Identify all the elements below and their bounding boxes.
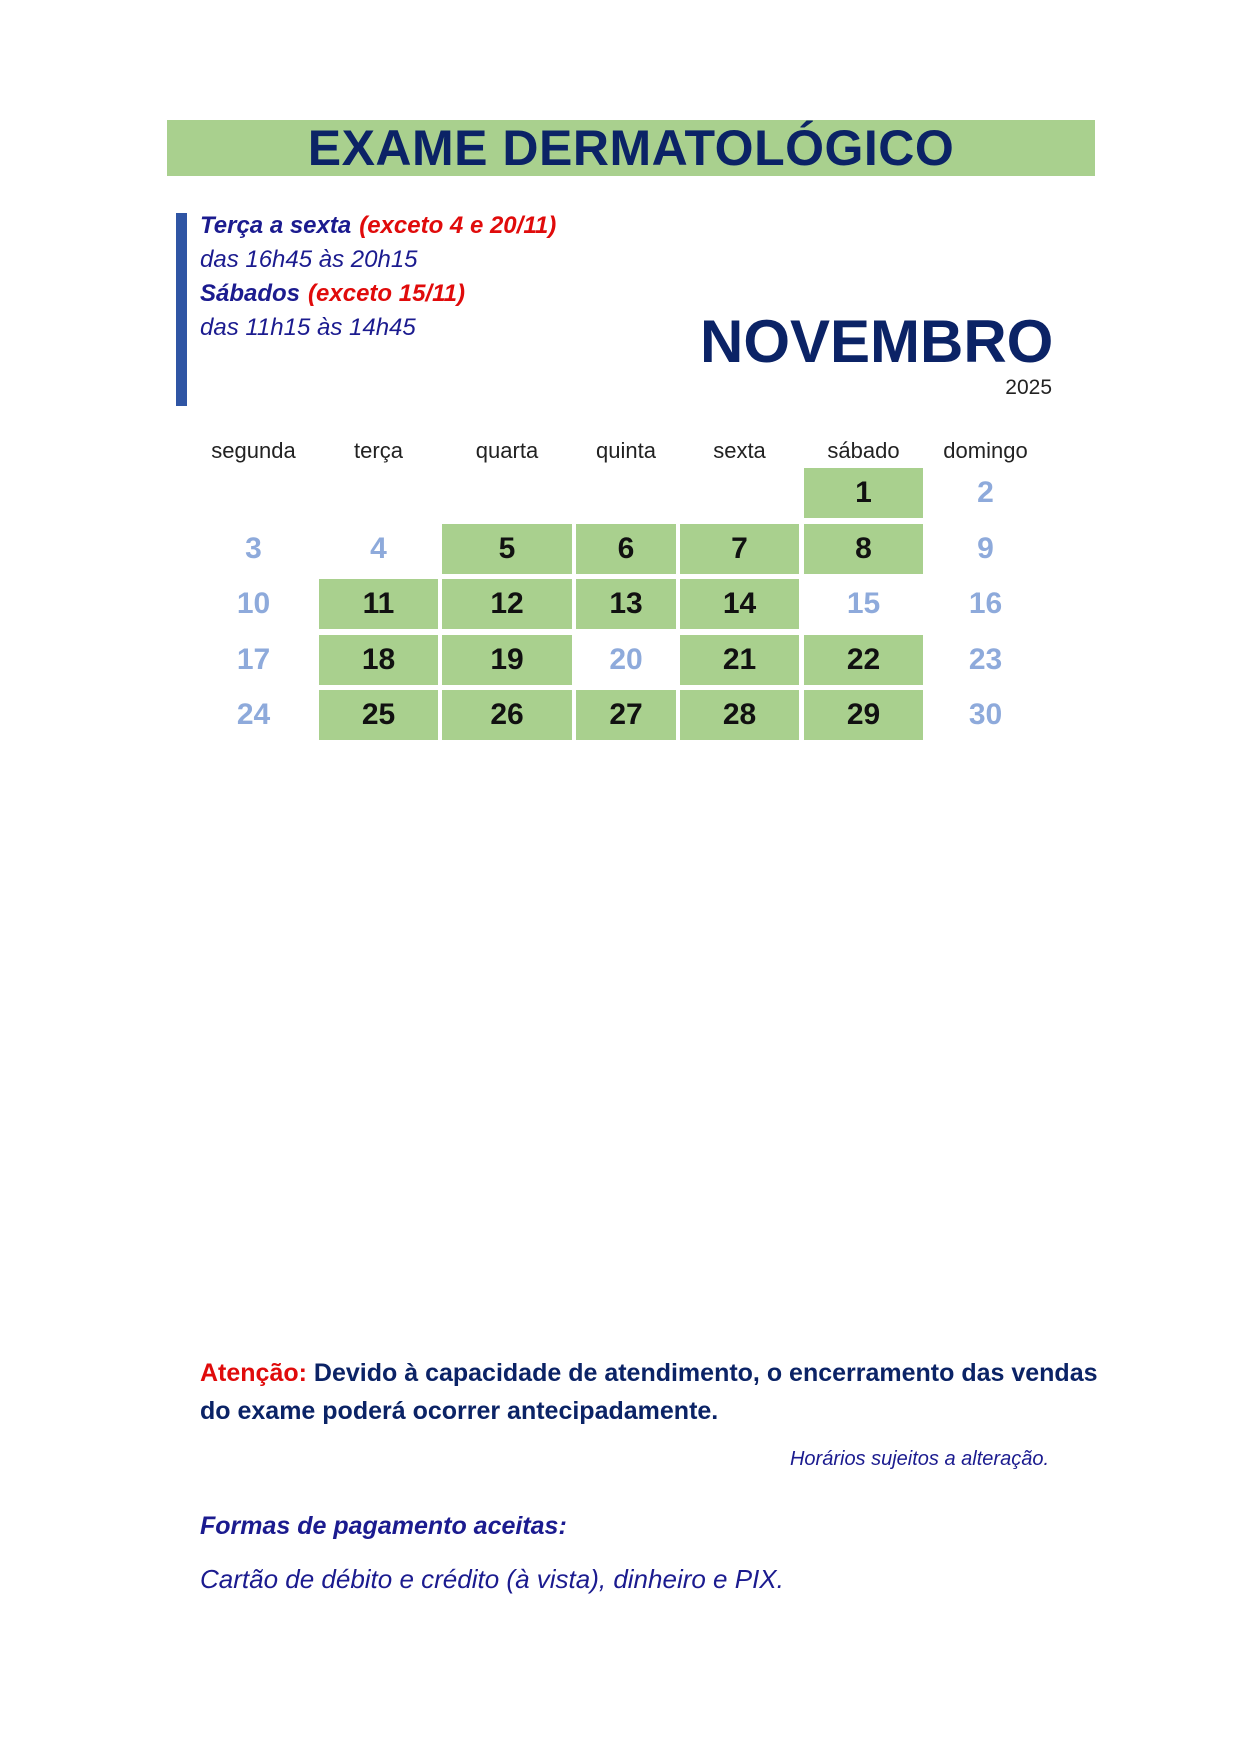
calendar-day-available: 11 <box>319 579 438 629</box>
calendar-day-available: 27 <box>576 690 676 740</box>
saturday-label: Sábados <box>200 280 301 307</box>
weekday-exception: (exceto 4 e 20/11) <box>359 212 557 239</box>
weekday-hours: das 16h45 às 20h15 <box>200 246 418 273</box>
calendar-day-unavailable: 24 <box>236 698 271 731</box>
calendar-day-unavailable: 23 <box>968 642 1003 676</box>
calendar-day-unavailable: 17 <box>236 642 271 676</box>
weekday-header: segunda <box>211 438 296 463</box>
calendar-day-unavailable: 20 <box>609 642 643 676</box>
weekday-header: quarta <box>475 438 539 463</box>
calendar-day-available: 21 <box>680 635 799 685</box>
month-title: NOVEMBRO <box>700 308 1054 375</box>
saturday-hours: das 11h15 às 14h45 <box>200 314 416 341</box>
calendar-day-unavailable: 16 <box>968 587 1003 620</box>
calendar-day-available: 1 <box>804 468 923 518</box>
calendar-day-available: 5 <box>442 524 572 574</box>
calendar-day-unavailable: 10 <box>236 587 271 620</box>
weekday-header: quinta <box>596 438 656 463</box>
calendar-day-available: 29 <box>804 690 923 740</box>
attention-text: Devido à capacidade de atendimento, o encerramento das vendas do exame poderá ocorrer antecipadamente. <box>200 1359 1098 1425</box>
calendar-day-unavailable: 2 <box>977 476 994 509</box>
calendar-day-available: 8 <box>804 524 923 574</box>
payment-title: Formas de pagamento aceitas: <box>200 1512 567 1540</box>
calendar-day-unavailable: 30 <box>968 698 1003 731</box>
calendar-grid <box>0 0 1241 760</box>
saturday-exception: (exceto 15/11) <box>308 280 466 307</box>
attention-label: Atenção: <box>200 1359 307 1387</box>
calendar-day-available: 28 <box>680 690 799 740</box>
calendar-day-available: 13 <box>576 579 676 629</box>
calendar-day-available: 18 <box>319 635 438 685</box>
calendar-day-available: 7 <box>680 524 799 574</box>
calendar-day-unavailable: 9 <box>977 531 994 565</box>
calendar-day-available: 14 <box>680 579 799 629</box>
weekday-label: Terça a sexta <box>200 212 352 239</box>
attention-notice <box>200 1354 1100 1430</box>
calendar-day-available: 19 <box>442 635 572 685</box>
calendar-day-unavailable: 15 <box>846 587 881 620</box>
payment-methods: Cartão de débito e crédito (à vista), dinheiro e PIX. <box>200 1564 784 1594</box>
calendar-day-unavailable: 4 <box>370 531 387 565</box>
weekday-header: sexta <box>713 438 766 463</box>
calendar-day-available: 12 <box>442 579 572 629</box>
page-title: EXAME DERMATOLÓGICO <box>167 120 1095 176</box>
calendar-day-available: 25 <box>319 690 438 740</box>
calendar-day-available: 6 <box>576 524 676 574</box>
calendar-day-available: 26 <box>442 690 572 740</box>
weekday-header: terça <box>354 438 403 463</box>
calendar-day-available: 22 <box>804 635 923 685</box>
schedule-footnote: Horários sujeitos a alteração. <box>789 1448 1049 1470</box>
weekday-header: domingo <box>943 438 1028 463</box>
calendar-day-unavailable: 3 <box>245 531 262 565</box>
year-label: 2025 <box>1005 376 1052 399</box>
weekday-header: sábado <box>827 438 900 463</box>
